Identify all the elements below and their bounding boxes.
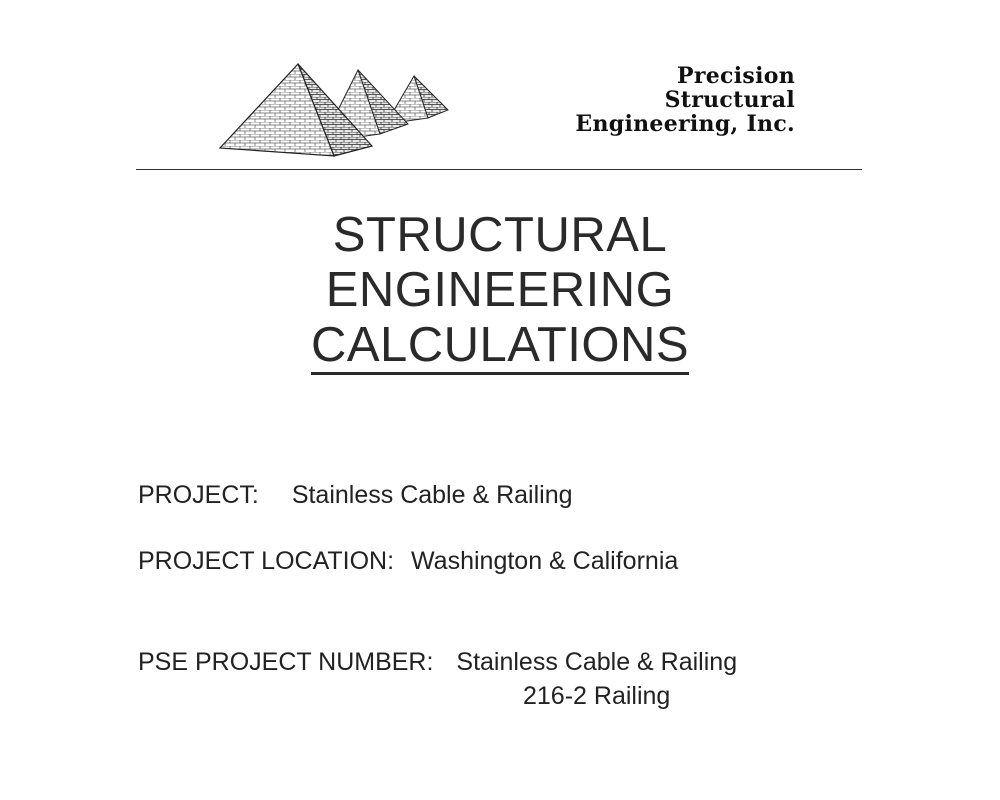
company-name-line3: Engineering, Inc. bbox=[575, 111, 795, 137]
project-field bbox=[138, 481, 573, 510]
company-name-line2: Structural bbox=[664, 87, 795, 113]
company-name-line1: Precision bbox=[677, 63, 795, 89]
title-line1: STRUCTURAL bbox=[332, 208, 668, 262]
project-number-field bbox=[138, 648, 737, 677]
project-location-field bbox=[138, 547, 678, 576]
project-number-value-line2: 216-2 Railing bbox=[523, 682, 671, 710]
pyramids-logo-icon bbox=[218, 62, 450, 158]
title-line3: CALCULATIONS bbox=[311, 319, 689, 375]
title-line2: ENGINEERING bbox=[325, 263, 675, 317]
header-divider bbox=[136, 169, 862, 170]
project-number-value-line1: Stainless Cable & Railing bbox=[456, 648, 738, 676]
project-number-label: PSE PROJECT NUMBER: bbox=[138, 648, 434, 676]
document-title bbox=[0, 208, 1000, 375]
project-location-label: PROJECT LOCATION: bbox=[138, 547, 395, 575]
company-name bbox=[500, 64, 795, 136]
project-value: Stainless Cable & Railing bbox=[291, 481, 573, 509]
project-label: PROJECT: bbox=[138, 481, 259, 509]
project-location-value: Washington & California bbox=[411, 547, 679, 575]
